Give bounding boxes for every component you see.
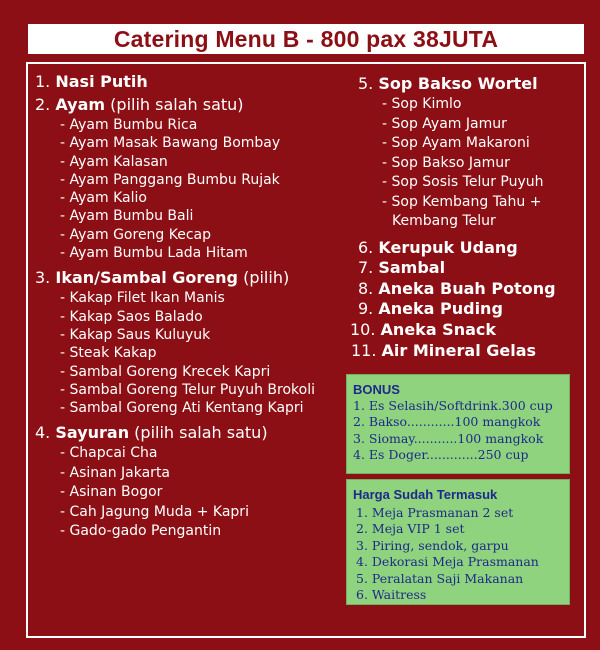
list-item: - Ayam Bumbu Rica	[60, 117, 198, 133]
list-item: - Sop Ayam Jamur	[382, 115, 507, 132]
item-name: Ayam	[55, 95, 106, 114]
list-item: - Asinan Jakarta	[60, 464, 171, 481]
bonus-header: BONUS	[353, 382, 400, 397]
list-item: 2. Bakso............100 mangkok	[353, 414, 541, 430]
item-name: Sambal	[378, 258, 446, 277]
list-item: - Cah Jagung Muda + Kapri	[60, 503, 249, 520]
list-item: 1. Meja Prasmanan 2 set	[356, 505, 514, 520]
list-item: - Ayam Kalio	[60, 190, 147, 207]
menu-item-5	[358, 72, 583, 95]
list-item: - Kakap Saos Balado	[60, 308, 203, 325]
menu-item-10	[350, 320, 583, 341]
list-item: - Ayam Panggang Bumbu Rujak	[60, 171, 280, 188]
menu-item-2	[35, 93, 355, 116]
menu-item-3	[35, 266, 355, 289]
menu-item-8	[358, 279, 583, 300]
list-item: 6. Waitress	[356, 587, 427, 603]
title-bar	[28, 24, 584, 54]
list-item: - Ayam Goreng Kecap	[60, 226, 212, 243]
included-header: Harga Sudah Termasuk	[353, 487, 498, 502]
item-name: Aneka Puding	[378, 299, 503, 318]
list-item: 5. Peralatan Saji Makanan	[356, 570, 524, 586]
list-item: - Chapcai Cha	[60, 445, 158, 462]
list-item: 4. Es Doger.............250 cup	[353, 447, 529, 463]
list-item: - Asinan Bogor	[60, 484, 163, 501]
list-item: 4. Dekorasi Meja Prasmanan	[356, 554, 539, 570]
page-title: Catering Menu B - 800 pax 38JUTA	[113, 25, 499, 52]
item-number: 11.	[351, 341, 377, 360]
list-item: 3. Piring, sendok, garpu	[356, 537, 509, 553]
item-note: (pilih)	[238, 268, 290, 288]
menu-item-9	[358, 299, 583, 320]
list-item: - Sop Kembang Tahu +	[382, 193, 542, 210]
list-item: - Sop Kimlo	[382, 96, 462, 112]
item-name: Ikan/Sambal Goreng	[55, 268, 238, 288]
menu-item-4	[35, 421, 355, 444]
item-number: 7.	[358, 258, 374, 277]
list-item: - Sambal Goreng Telur Puyuh Brokoli	[60, 381, 315, 398]
list-item: 1. Es Selasih/Softdrink.300 cup	[353, 398, 553, 413]
item-name: Nasi Putih	[55, 72, 148, 91]
item-name: Sayuran	[55, 423, 130, 443]
left-column	[35, 70, 355, 542]
item-name: Sop Bakso Wortel	[378, 74, 538, 93]
right-items	[350, 237, 583, 363]
item-number: 10.	[350, 319, 376, 339]
list-item: - Kakap Filet Ikan Manis	[60, 290, 225, 307]
item-note: (pilih salah satu)	[105, 95, 244, 114]
menu-item-7	[358, 258, 583, 279]
item-note: (pilih salah satu)	[129, 423, 268, 443]
item-name: Kerupuk Udang	[378, 237, 518, 257]
list-item: - Ayam Kalasan	[60, 153, 168, 170]
item-number: 2.	[35, 95, 51, 114]
item-number: 3.	[35, 268, 51, 288]
item-name: Air Mineral Gelas	[381, 341, 537, 360]
menu-item-6	[358, 238, 583, 259]
list-item: - Sop Ayam Makaroni	[382, 135, 530, 151]
list-item: 2. Meja VIP 1 set	[356, 521, 465, 537]
list-item: - Sop Sosis Telur Puyuh	[382, 174, 544, 190]
item-number: 9.	[358, 299, 374, 318]
list-item: - Gado-gado Pengantin	[60, 523, 222, 540]
list-item: - Sop Bakso Jamur	[382, 154, 510, 171]
list-item: Kembang Telur	[392, 213, 496, 229]
list-item: - Kakap Saus Kuluyuk	[60, 326, 211, 343]
bonus-box	[346, 374, 570, 474]
menu-item-1	[35, 70, 355, 93]
list-item: - Ayam Masak Bawang Bombay	[60, 135, 281, 152]
item-number: 5.	[358, 74, 374, 93]
item-name: Aneka Snack	[380, 319, 497, 339]
list-item: - Ayam Bumbu Lada Hitam	[60, 245, 248, 262]
item-number: 6.	[358, 237, 374, 257]
item-number: 8.	[358, 278, 374, 298]
list-item: 3. Siomay...........100 mangkok	[353, 430, 544, 446]
right-column	[350, 72, 583, 362]
list-item: - Ayam Bumbu Bali	[60, 208, 194, 225]
item-name: Aneka Buah Potong	[378, 278, 556, 298]
list-item: - Steak Kakap	[60, 345, 157, 362]
included-box	[346, 479, 570, 605]
list-item: - Sambal Goreng Ati Kentang Kapri	[60, 400, 304, 417]
list-item: - Sambal Goreng Krecek Kapri	[60, 363, 271, 380]
item-number: 1.	[35, 72, 51, 91]
item-number: 4.	[35, 423, 51, 443]
menu-item-11	[351, 340, 583, 362]
